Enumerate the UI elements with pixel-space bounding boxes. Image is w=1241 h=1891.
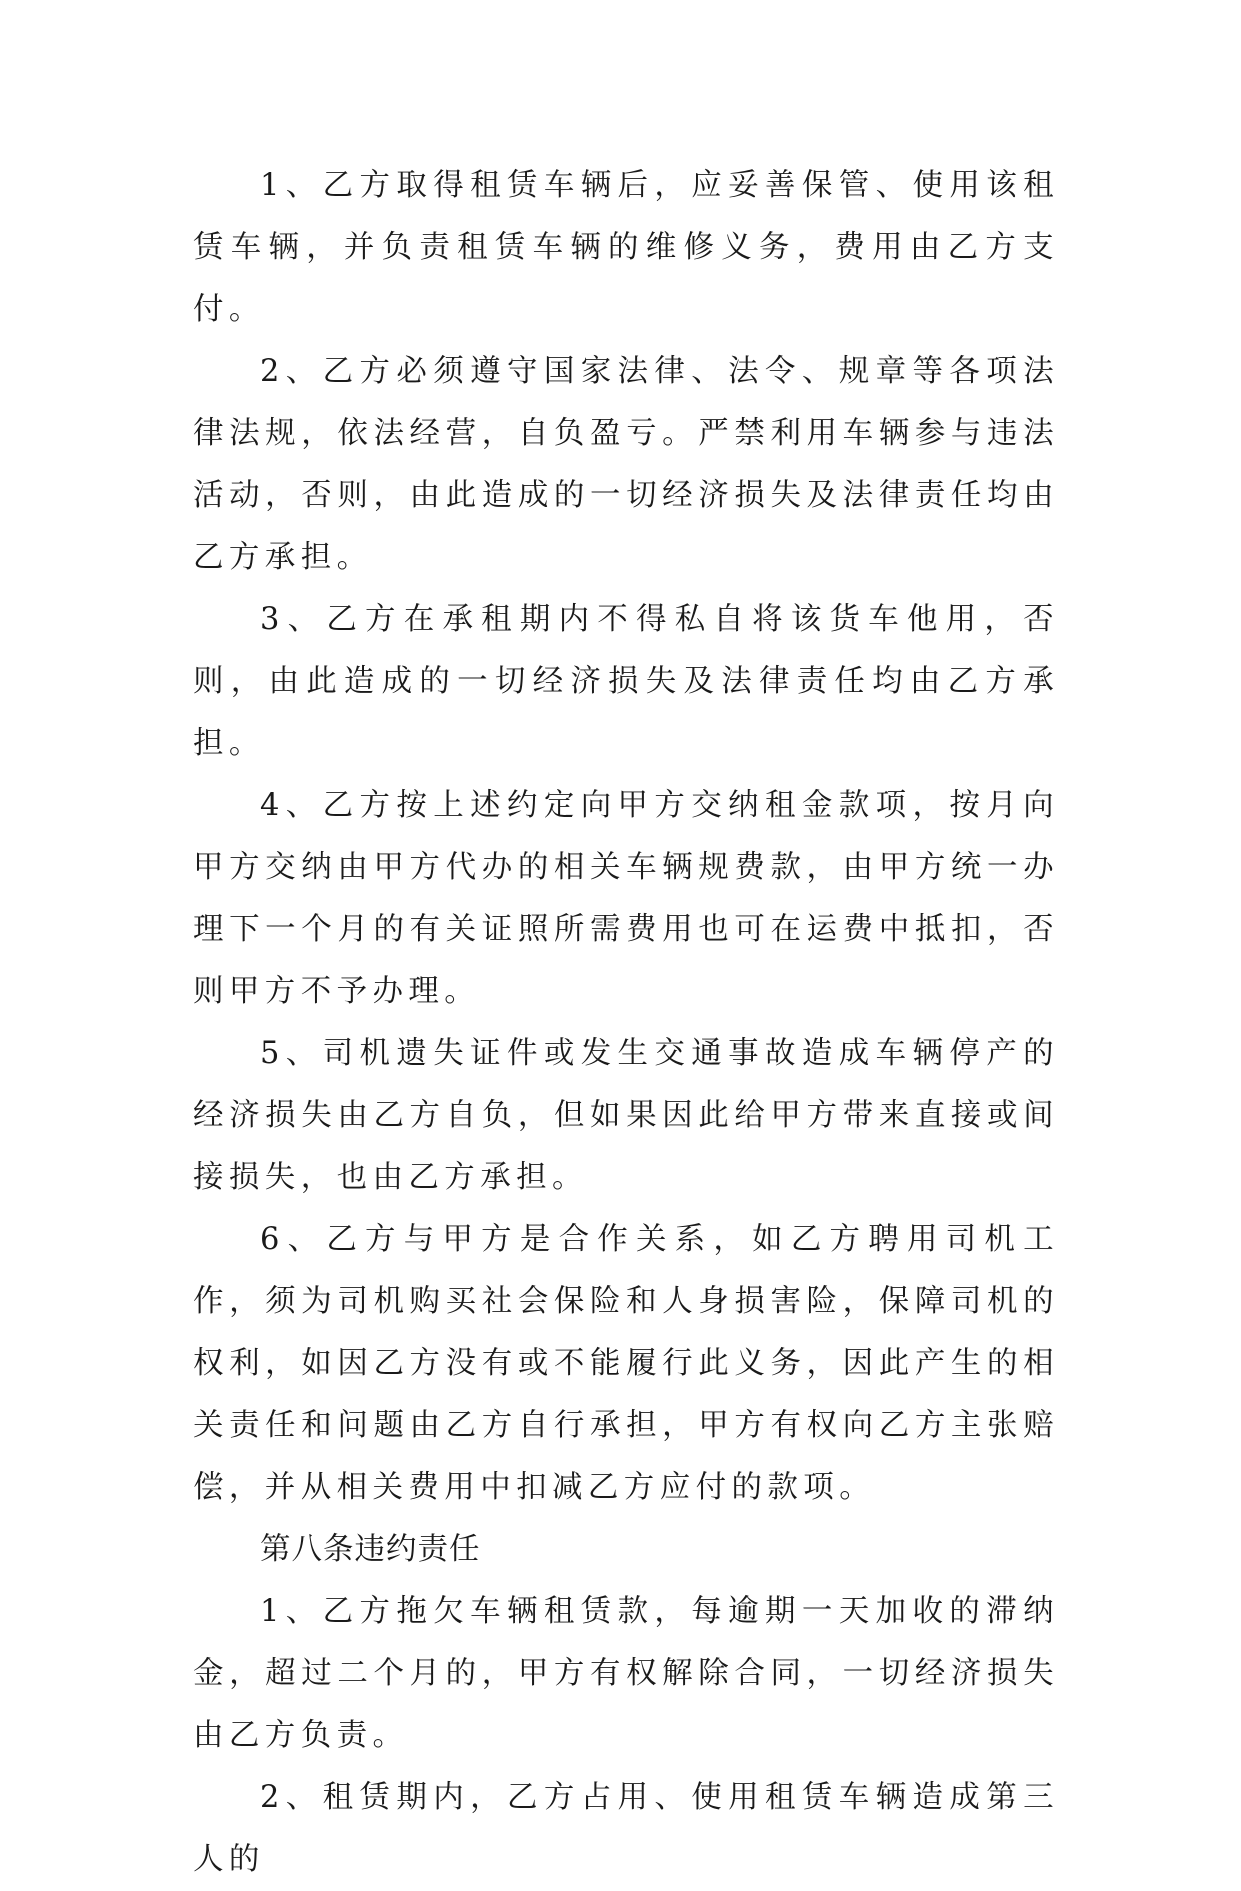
clause-paragraph: 3、乙方在承租期内不得私自将该货车他用，否则，由此造成的一切经济损失及法律责任均由乙方承担。 bbox=[193, 602, 1059, 761]
clause-paragraph: 4、乙方按上述约定向甲方交纳租金款项，按月向甲方交纳由甲方代办的相关车辆规费款，由甲方统一办理下一个月的有关证照所需费用也可在运费中抵扣，否则甲方不予办理。 bbox=[193, 788, 1059, 1009]
clause-paragraph: 6、乙方与甲方是合作关系，如乙方聘用司机工作，须为司机购买社会保险和人身损害险，保障司机的权利，如因乙方没有或不能履行此义务，因此产生的相关责任和问题由乙方自行承担，甲方有权向乙方主张赔偿，并从相关费用中扣减乙方应付的款项。 bbox=[193, 1222, 1059, 1505]
clause-paragraph: 2、乙方必须遵守国家法律、法令、规章等各项法律法规，依法经营，自负盈亏。严禁利用车辆参与违法活动，否则，由此造成的一切经济损失及法律责任均由乙方承担。 bbox=[193, 354, 1059, 575]
clause-paragraph: 5、司机遗失证件或发生交通事故造成车辆停产的经济损失由乙方自负，但如果因此给甲方带来直接或间接损失，也由乙方承担。 bbox=[193, 1036, 1059, 1195]
clause-paragraph: 1、乙方拖欠车辆租赁款，每逾期一天加收的滞纳金，超过二个月的，甲方有权解除合同，一切经济损失由乙方负责。 bbox=[193, 1594, 1059, 1753]
document-body bbox=[193, 155, 1059, 1891]
clause-paragraph: 2、租赁期内，乙方占用、使用租赁车辆造成第三人的 bbox=[193, 1780, 1059, 1877]
section-heading: 第八条违约责任 bbox=[260, 1532, 481, 1567]
clause-paragraph: 1、乙方取得租赁车辆后，应妥善保管、使用该租赁车辆，并负责租赁车辆的维修义务，费用由乙方支付。 bbox=[193, 168, 1059, 327]
